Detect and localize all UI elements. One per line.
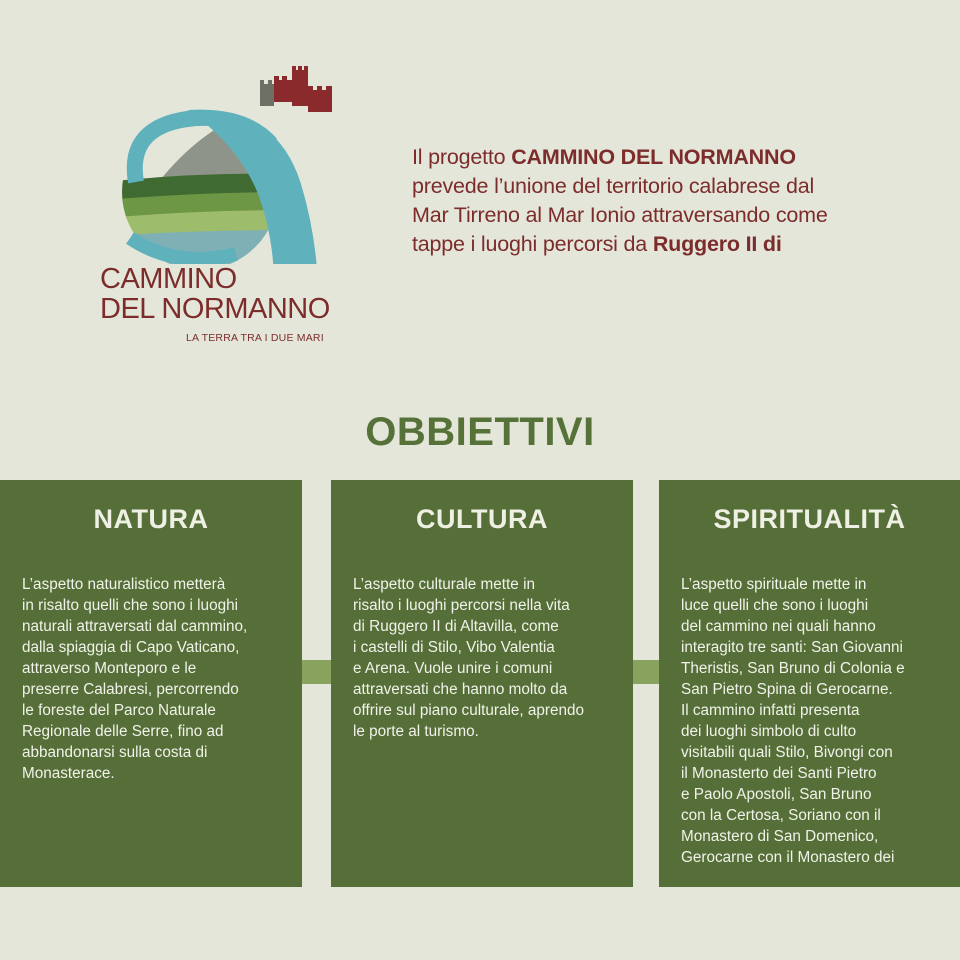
card-title: CULTURA [416,504,548,534]
card-line: il Monasterto dei Santi Pietro [681,765,877,782]
card-line: attraversati che hanno molto da [353,681,568,698]
card-line: Monastero di San Domenico, [681,828,879,845]
card-line: Theristis, San Bruno di Colonia e [681,660,905,677]
section-title: OBBIETTIVI [365,410,595,454]
logo-tagline: LA TERRA TRA I DUE MARI [186,332,324,344]
intro-line-3: Mar Tirreno al Mar Ionio attraversando come [412,203,828,227]
logo [96,64,346,354]
connector-1 [302,660,332,684]
card-line: e Paolo Apostoli, San Bruno [681,786,872,803]
logo-title-line2: DEL NORMANNO [100,293,330,325]
ruggero-name: Ruggero II di [652,232,782,256]
card-line: interagito tre santi: San Giovanni [681,639,903,656]
card-line: attraverso Monteporo e le [22,660,197,677]
card-line: L’aspetto naturalistico metterà [22,576,226,593]
card-line: le porte al turismo. [353,723,479,740]
logo-title-line1: CAMMINO [100,263,237,295]
card-line: luce quelli che sono i luoghi [681,597,869,614]
intro-line-1: Il progetto CAMMINO DEL NORMANNO [412,145,796,169]
card-line: San Pietro Spina di Gerocarne. [681,681,893,698]
card-line: le foreste del Parco Naturale [22,702,216,719]
card-line: visitabili quali Stilo, Bivongi con [681,744,893,761]
card-body [22,574,292,784]
project-name: CAMMINO DEL NORMANNO [511,145,796,169]
card-line: naturali attraversati dal cammino, [22,618,248,635]
card-line: di Ruggero II di Altavilla, come [353,618,559,635]
card-line: L’aspetto culturale mette in [353,576,535,593]
intro-text [412,143,932,259]
card-line: offrire sul piano culturale, aprendo [353,702,585,719]
connector-2 [633,660,661,684]
card-natura [0,480,302,887]
card-body [681,574,950,868]
card-line: Gerocarne con il Monastero dei [681,849,895,866]
logo-emblem [96,64,346,264]
card-line: risalto i luoghi percorsi nella vita [353,597,570,614]
castle-icon [274,66,332,112]
card-line: in risalto quelli che sono i luoghi [22,597,238,614]
card-spiritualita [659,480,960,887]
card-line: con la Certosa, Soriano con il [681,807,881,824]
logo-title [100,264,350,324]
card-line: Regionale delle Serre, fino ad [22,723,224,740]
card-line: del cammino nei quali hanno [681,618,876,635]
card-line: L’aspetto spirituale mette in [681,576,867,593]
intro-line-4: tappe i luoghi percorsi da Ruggero II di [412,232,782,256]
card-line: e Arena. Vuole unire i comuni [353,660,553,677]
card-cultura [331,480,633,887]
card-line: abbandonarsi sulla costa di [22,744,208,761]
card-line: dei luoghi simbolo di culto [681,723,857,740]
card-body [353,574,623,742]
card-title: NATURA [93,504,209,534]
card-line: dalla spiaggia di Capo Vaticano, [22,639,240,656]
card-line: preserre Calabresi, percorrendo [22,681,239,698]
card-line: Monasterace. [22,765,115,782]
intro-line-2: prevede l’unione del territorio calabrese dal [412,174,815,198]
card-title: SPIRITUALITÀ [713,504,906,534]
card-line: i castelli di Stilo, Vibo Valentia [353,639,555,656]
card-line: Il cammino infatti presenta [681,702,860,719]
